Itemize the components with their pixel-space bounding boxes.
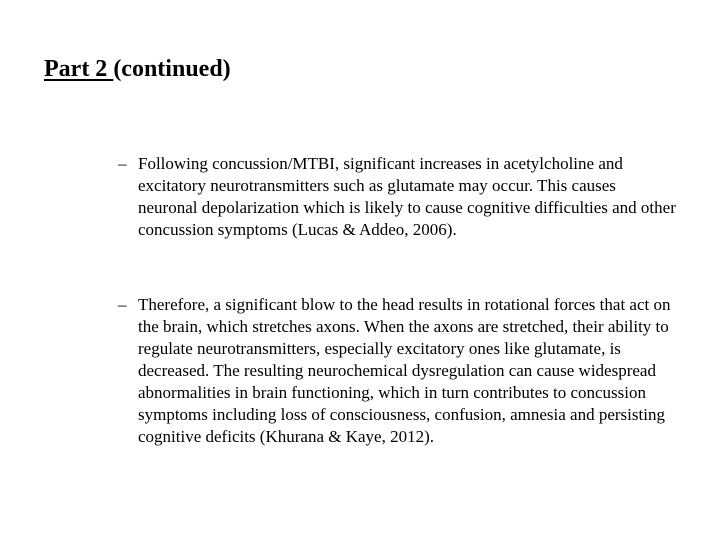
bullet-item-rotational-forces xyxy=(118,294,678,448)
bullet-text: Therefore, a significant blow to the head results in rotational forces that act on the brain, which stretches axons. When the axons are stretched, their ability to regulate neurotransmitters, especially excitatory ones like glutamate, is decreased. The resulting neurochemical dysregulation can cause widespread abnormalities in brain functioning, which in turn contributes to concussion symptoms including loss of consciousness, confusion, amnesia and persisting cognitive deficits (Khurana & Kaye, 2012). xyxy=(138,295,671,446)
slide-title-continued: (continued) xyxy=(113,56,231,82)
slide-title xyxy=(44,54,231,84)
slide-title-part: Part 2 xyxy=(44,56,114,82)
bullet-item-acetylcholine xyxy=(118,153,678,241)
bullet-dash: – xyxy=(118,154,127,173)
bullet-dash: – xyxy=(118,295,127,314)
bullet-text: Following concussion/MTBI, significant increases in acetylcholine and excitatory neurotransmitters such as glutamate may occur. This causes neuronal depolarization which is likely to cause cognitive difficulties and other concussion symptoms (Lucas & Addeo, 2006). xyxy=(138,154,676,239)
